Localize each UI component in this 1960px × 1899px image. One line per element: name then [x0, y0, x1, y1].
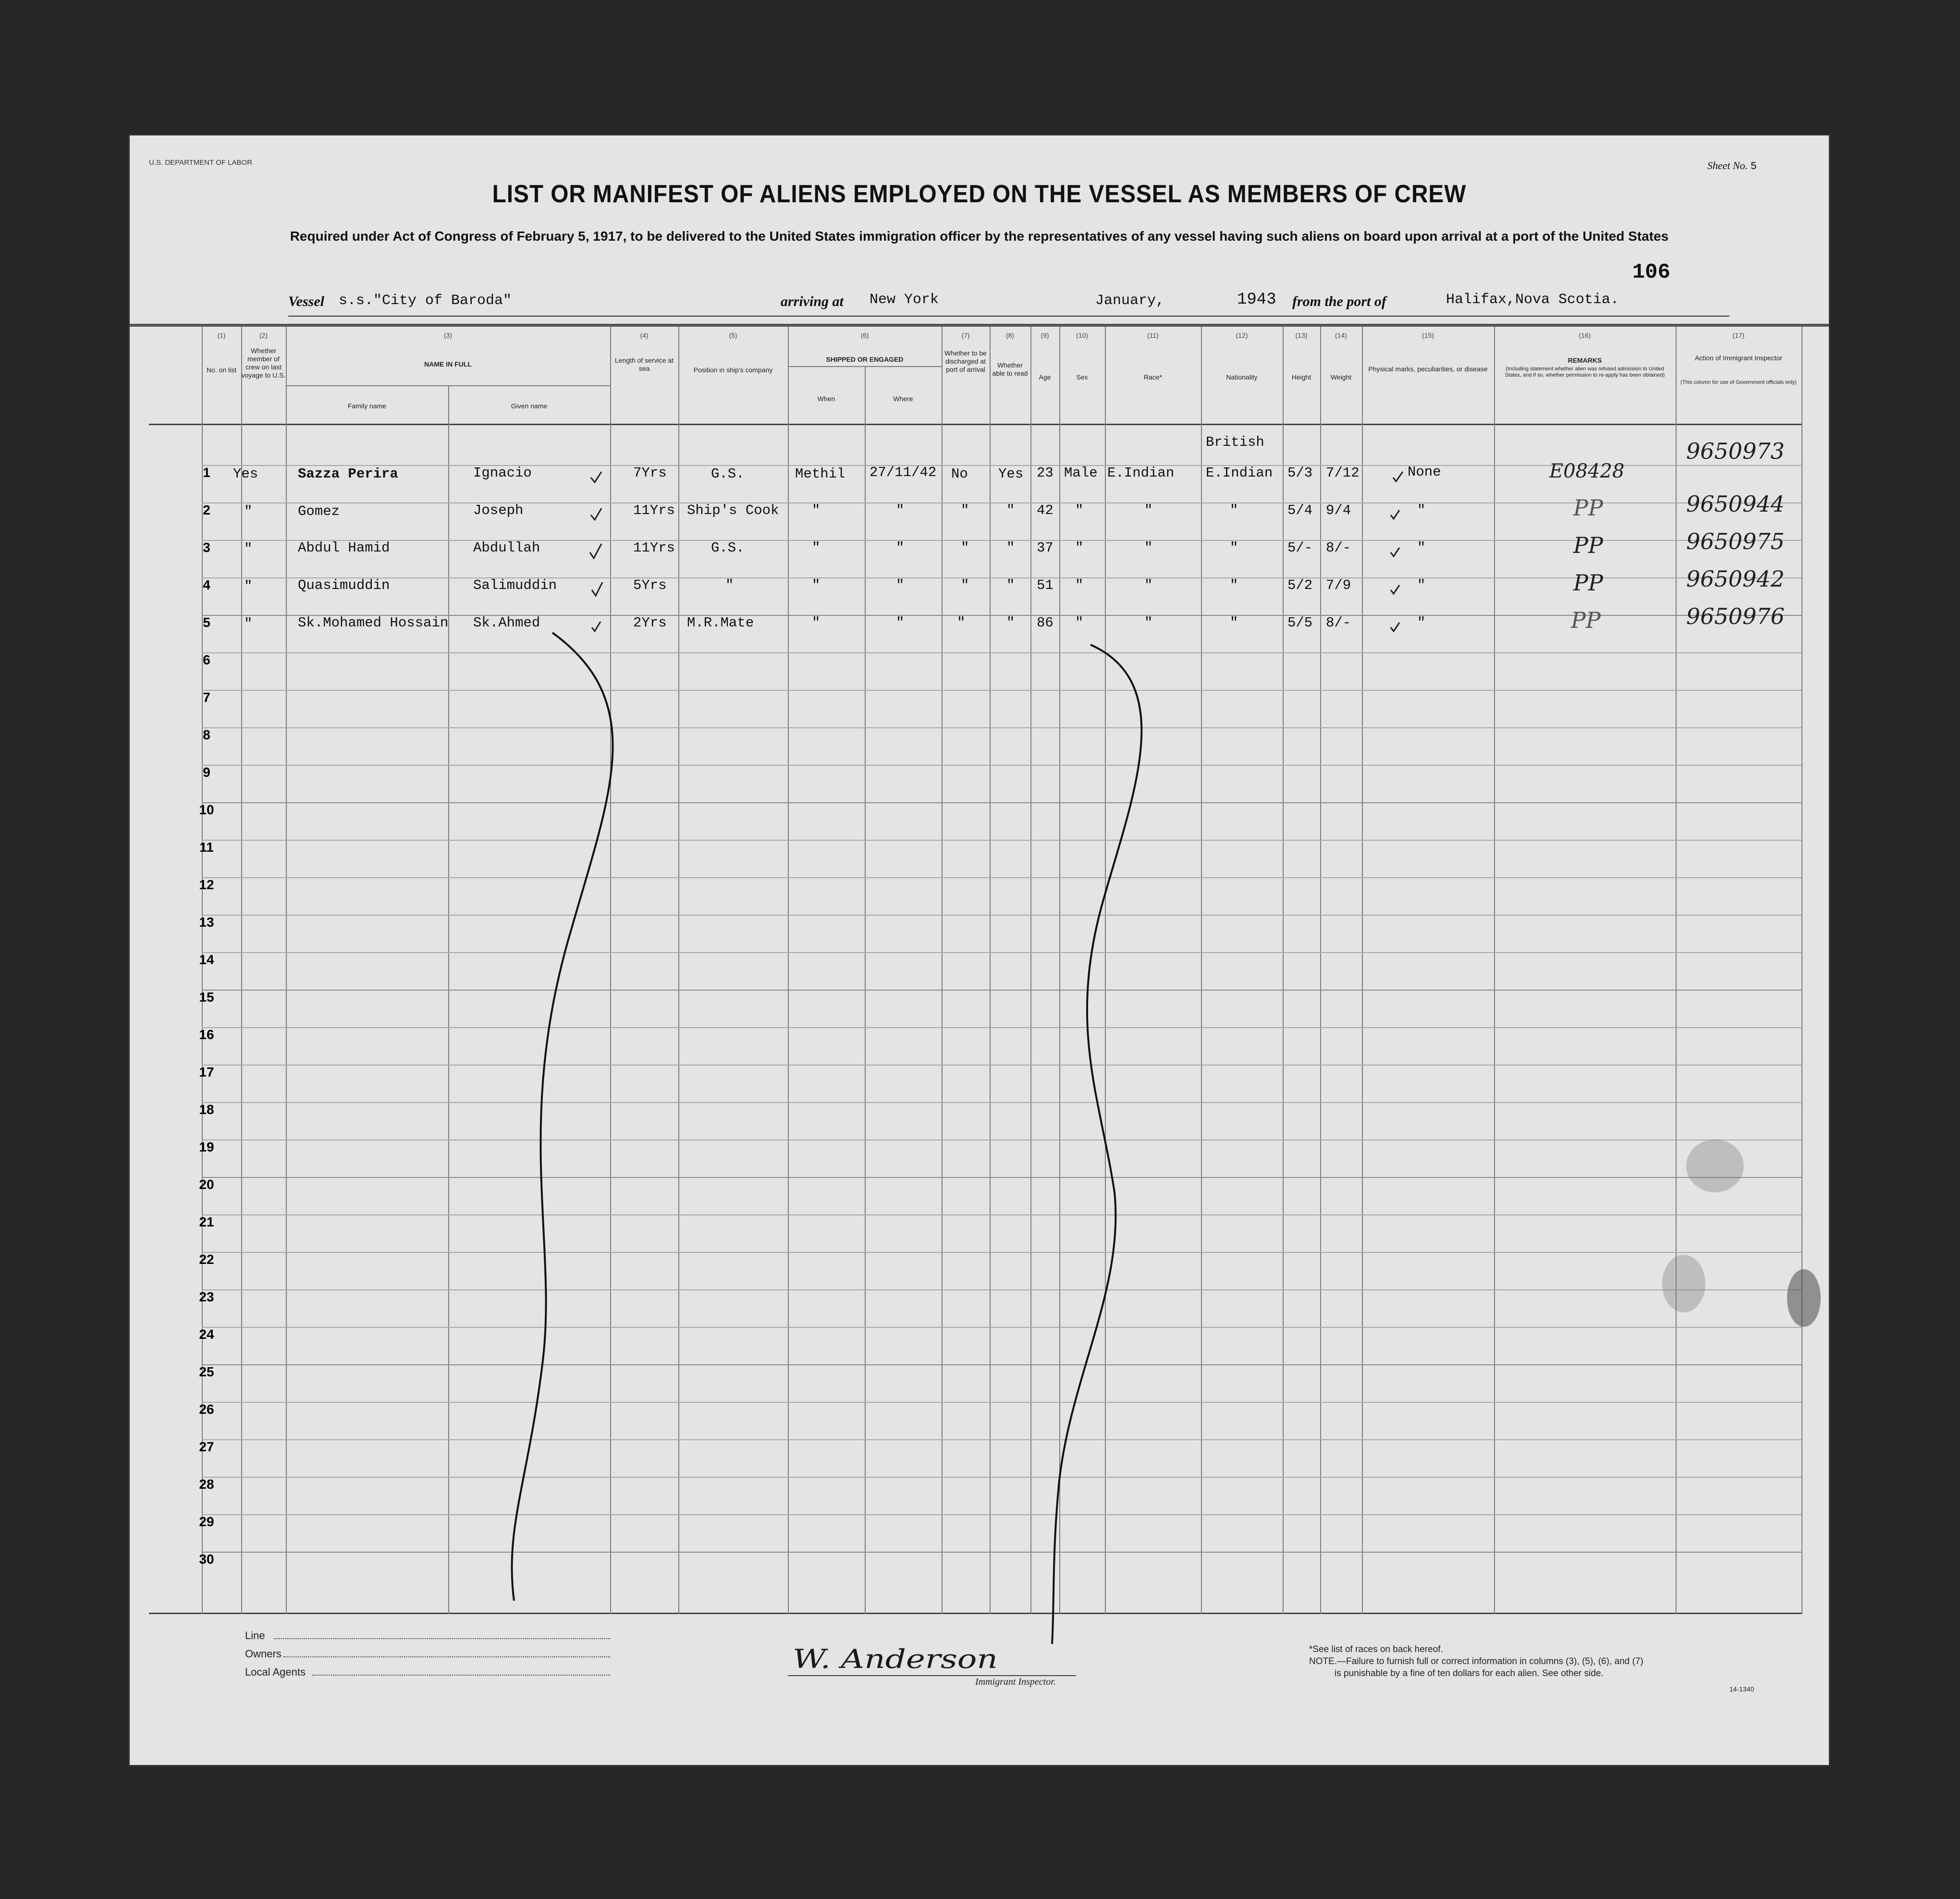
owners-label: Owners [245, 1648, 282, 1660]
header-family-name: Family name [347, 402, 387, 410]
header-prev-voyage: Whether member of crew on last voyage to U.S. [241, 347, 286, 379]
races-note: *See list of races on back hereof. [1309, 1644, 1443, 1654]
arriving-label: arriving at [781, 294, 844, 309]
arrival-year: 1943 [1237, 291, 1276, 309]
header-race: Race* [1143, 373, 1163, 381]
stain [1662, 1255, 1705, 1312]
form-code: 14-1340 [1729, 1685, 1754, 1693]
sheet-number: Sheet No. 5 [1707, 159, 1757, 172]
inspector-label: Immigrant Inspector. [975, 1677, 1056, 1687]
header-remarks: REMARKS [1568, 356, 1602, 364]
void-line [512, 633, 612, 1601]
form-number: U.S. DEPARTMENT OF LABOR [149, 159, 253, 167]
header-age: Age [1039, 373, 1051, 381]
line-label: Line [245, 1629, 265, 1642]
header-name: NAME IN FULL [424, 360, 472, 368]
from-port-label: from the port of [1292, 294, 1386, 309]
vessel-label: Vessel [288, 294, 324, 309]
header-discharged: Whether to be discharged at port of arrival [944, 349, 987, 373]
stain [1686, 1139, 1744, 1192]
penalty-note: NOTE.—Failure to furnish full or correct information in columns (3), (5), (6), and (7) [1309, 1656, 1643, 1666]
header-action-note: (This column for use of Government officials only) [1680, 380, 1797, 385]
local-agents-label: Local Agents [245, 1666, 306, 1678]
header-sex: Sex [1076, 373, 1088, 381]
header-position: Position in ship's company [693, 366, 773, 374]
inspector-signature: W. Anderson [793, 1644, 998, 1674]
header-nationality: Nationality [1226, 373, 1258, 381]
page-title: LIST OR MANIFEST OF ALIENS EMPLOYED ON THE VESSEL AS MEMBERS OF CREW [492, 180, 1467, 208]
pen-marks [130, 135, 1829, 1765]
header-remarks-note: (Including statement whether alien was refused admission to United States, and if so, whether permission to re-apply has been obtained) [1505, 366, 1665, 378]
header-weight: Weight [1330, 373, 1352, 381]
header-service: Length of service at sea [614, 356, 674, 372]
header-where: Where [893, 395, 913, 403]
header-physical-marks: Physical marks, peculiarities, or disease [1368, 365, 1488, 373]
header-given-name: Given name [511, 402, 548, 410]
penalty-note-cont: is punishable by a fine of ten dollars for each alien. See other side. [1335, 1668, 1604, 1678]
from-port: Halifax,Nova Scotia. [1446, 292, 1619, 308]
page-subtitle: Required under Act of Congress of February 5, 1917, to be delivered to the United States immigration officer by the representatives of any vessel having such aliens on board upon arrival at a port of the United States [290, 229, 1669, 244]
header-action: Action of Immigrant Inspector [1694, 354, 1783, 362]
arrival-month: January, [1095, 293, 1165, 309]
header-when: When [817, 395, 835, 403]
check-mark-icon [590, 472, 1403, 631]
header-shipped: SHIPPED OR ENGAGED [826, 355, 904, 363]
void-line [1052, 645, 1141, 1644]
arriving-port: New York [870, 292, 939, 308]
stain [1787, 1269, 1821, 1327]
header-read: Whether able to read [992, 361, 1028, 377]
header-no: No. on list [206, 366, 237, 374]
stamped-page-number: 106 [1632, 260, 1670, 284]
vessel-name: s.s."City of Baroda" [339, 293, 512, 309]
manifest-sheet: U.S. DEPARTMENT OF LABOR Sheet No. 5 LIST OR MANIFEST OF ALIENS EMPLOYED ON THE VESSEL AS MEMBERS OF CREW Required under Act of Congress of February 5, 1917, to be delivered to the United States immigration officer by the representatives of any vessel having such aliens on board upon arrival at a port of the United States 106 Vessel s.s."City of Baroda" arriving at New York January, 1943 from the port of Halifax,Nova Scotia. (1) (2) (3) (4) (5) (6) (7) (8) (9) (10) (11) (12) (13) (14) (15) (16) (17) No. on list Whether member of crew on last voyage to U.S. NAME IN FULL Family name Given name Length of service at sea Position in ship's company SHIPPED OR ENGAGED When Where Whether to be discharged at port of arrival Whether able to read Age Sex Race* Nationality Height Weight Physical marks, peculiarities, or disease REMARKS (Including statement whether alien was refused admission to United States, and if so, whether permission to re-apply has been obtained) Action of Immigrant Inspector (This column for use of Government officials only) 1 2 3 4 5 6 7 8 9 10 11 12 13 14 15 16 17 18 19 20 21 22 23 24 25 26 27 28 29 30 Yes Sazza Perira Ignacio 7Yrs G.S. Methil 27/11/42 No Yes 23 Male E.Indian British E.Indian 5/3 7/12 None E08428 9650973 " Gomez Joseph 11Yrs Ship's Cook " " " " 42 " " " 5/4 9/4 " PP 9650944 " Abdul Hamid Abdullah 11Yrs G.S. " " " " 37 " " " 5/- 8/- " PP 9650975 " Quasimuddin Salimuddin 5Yrs " " " " " 51 " " " 5/2 7/9 " PP 9650942 " Sk.Mohamed Hossain Sk.Ahmed 2Yrs M.R.Mate " " " " 86 " " " 5/5 8/- " PP 9650976 Line Owners Local Agents W. Anderson Immigrant Inspector. *See list of races on back hereof. NOTE.—Failure to furnish full or correct information in columns (3), (5), (6), and (7) is punishable by a fine of ten dollars for each alien. See other side. 14-1340 [130, 135, 1829, 1765]
header-height: Height [1291, 373, 1311, 381]
